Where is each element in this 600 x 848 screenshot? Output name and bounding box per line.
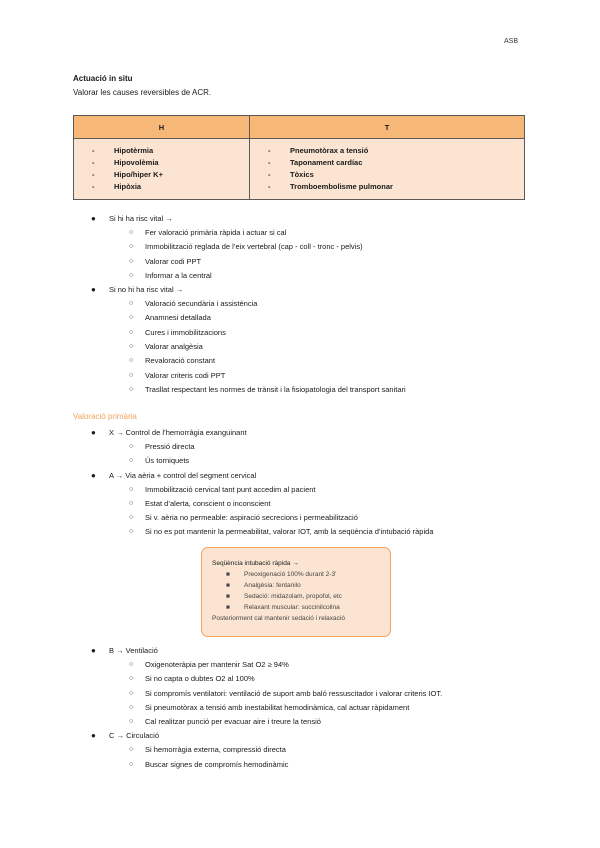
circle-bullet-icon: ○	[129, 271, 134, 279]
circle-bullet-icon: ○	[129, 703, 134, 711]
list-item: ■ Analgèsia: fentanilo	[226, 582, 301, 589]
circle-bullet-icon: ○	[129, 689, 134, 697]
list-item: - Hipovolèmia	[92, 157, 243, 169]
list-item: ● Si no hi ha risc vital →	[73, 283, 543, 297]
list-item: - Hipo/hiper K+	[92, 169, 243, 181]
list-item: ○ Si hemorràgia externa, compressió directa	[73, 743, 543, 757]
circle-bullet-icon: ○	[129, 314, 134, 322]
circle-bullet-icon: ○	[129, 357, 134, 365]
list-item: ○ Ús torniquets	[73, 454, 543, 468]
circle-bullet-icon: ○	[129, 499, 134, 507]
list-item: ○ Valoració secundària i assistència	[73, 297, 543, 311]
primary-section-top	[73, 426, 543, 540]
circle-bullet-icon: ○	[129, 661, 134, 668]
square-bullet-icon: ■	[226, 582, 230, 589]
table-header-t: T	[250, 116, 525, 139]
list-item: ● X → Control de l’hemorràgia exanguinant	[73, 426, 543, 440]
section-heading: Valoració primària	[73, 412, 137, 421]
list-item: ○ Anamnesi detallada	[73, 311, 543, 325]
list-item: - Tromboembolisme pulmonar	[268, 181, 518, 193]
list-item: ○ Immobilització cervical tant punt accedim al pacient	[73, 483, 543, 497]
list-item: ○ Immobilització reglada de l’eix vertebral (cap - coll - tronc - pelvis)	[73, 240, 543, 254]
circle-bullet-icon: ○	[129, 385, 134, 393]
rapid-intubation-callout	[201, 547, 391, 637]
list-item: ● C → Circulació	[73, 729, 543, 743]
list-item: ○ Cal realitzar punció per evacuar aire i treure la tensió	[73, 715, 543, 729]
list-item: ○ Oxigenoteràpia per mantenir Sat O2 ≥ 94%	[73, 658, 543, 672]
circle-bullet-icon: ○	[129, 243, 134, 251]
table-cell-t	[250, 139, 525, 200]
list-item: ○ Si v. aèria no permeable: aspiració secrecions i permeabilització	[73, 511, 543, 525]
bullet-icon: ●	[91, 428, 96, 437]
circle-bullet-icon: ○	[129, 675, 134, 683]
list-item: ○ Pressió directa	[73, 440, 543, 454]
bullet-icon: ●	[91, 285, 96, 295]
circle-bullet-icon: ○	[129, 485, 134, 493]
square-bullet-icon: ■	[226, 571, 230, 578]
list-item: - Pneumotòrax a tensió	[268, 145, 518, 157]
doc-code: ASB	[503, 38, 518, 45]
bullet-icon: ●	[91, 731, 96, 741]
square-bullet-icon: ■	[226, 604, 230, 611]
list-item: ○ Valorar analgèsia	[73, 340, 543, 354]
list-item: ● B → Ventilació	[73, 644, 543, 658]
list-item: ■ Preoxigenació 100% durant 2-3’	[226, 571, 337, 578]
list-item: - Hipòxia	[92, 181, 243, 193]
list-item: ● Si hi ha risc vital →	[73, 212, 543, 226]
list-item: ○ Si no capta o dubtes O2 al 100%	[73, 672, 543, 686]
primary-section-bottom	[73, 644, 543, 772]
list-item: - Tòxics	[268, 169, 518, 181]
list-item: ○ Informar a la central	[73, 269, 543, 283]
table-cell-h	[74, 139, 250, 200]
list-item: ○ Fer valoració primària ràpida i actuar si cal	[73, 226, 543, 240]
list-item: ○ Valorar codi PPT	[73, 255, 543, 269]
square-bullet-icon: ■	[226, 593, 230, 600]
circle-bullet-icon: ○	[129, 300, 134, 308]
callout-title: Seqüència intubació ràpida →	[212, 560, 299, 567]
table-header-h: H	[74, 116, 250, 139]
reversible-causes-table	[73, 115, 525, 200]
list-item: - Taponament cardíac	[268, 157, 518, 169]
bullet-icon: ●	[91, 214, 96, 223]
circle-bullet-icon: ○	[129, 328, 134, 336]
list-item: ● A → Via aèria + control del segment cervical	[73, 469, 543, 483]
circle-bullet-icon: ○	[129, 229, 134, 236]
circle-bullet-icon: ○	[129, 746, 134, 754]
bullet-icon: ●	[91, 646, 96, 655]
list-item: - Hipotèrmia	[92, 145, 243, 157]
list-item: ○ Si no es pot mantenir la permeabilitat, valorar IOT, amb la seqüència d’intubació ràpida	[73, 525, 543, 539]
circle-bullet-icon: ○	[129, 257, 134, 265]
page-subtitle: Valorar les causes reversibles de ACR.	[73, 88, 212, 97]
list-item: ○ Revaloració constant	[73, 354, 543, 368]
list-item: ○ Si compromís ventilatori: ventilació de suport amb baló ressuscitador i valorar criteris IOT.	[73, 687, 543, 701]
list-item: ○ Valorar criteris codi PPT	[73, 369, 543, 383]
list-item: ○ Trasllat respectant les normes de trànsit i la fisiopatologia del transport sanitari	[73, 383, 543, 397]
circle-bullet-icon: ○	[129, 528, 134, 536]
list-item: ○ Cures i immobilitzacions	[73, 326, 543, 340]
list-item: ■ Relaxant muscular: succinilcolina	[226, 604, 340, 611]
list-item: ■ Sedació: midazolam, propofol, etc	[226, 593, 342, 600]
circle-bullet-icon: ○	[129, 343, 134, 351]
list-item: ○ Buscar signes de compromís hemodinàmic	[73, 758, 543, 772]
circle-bullet-icon: ○	[129, 718, 134, 726]
list-item: ○ Estat d’alerta, conscient o inconscient	[73, 497, 543, 511]
circle-bullet-icon: ○	[129, 457, 134, 465]
circle-bullet-icon: ○	[129, 760, 134, 768]
circle-bullet-icon: ○	[129, 443, 134, 450]
list-item: ○ Si pneumotòrax a tensió amb inestabilitat hemodinàmica, cal actuar ràpidament	[73, 701, 543, 715]
page-title: Actuació in situ	[73, 74, 133, 83]
callout-footer: Posteriorment cal mantenir sedació i relaxació	[212, 615, 345, 622]
risk-section	[73, 212, 543, 397]
bullet-icon: ●	[91, 470, 96, 480]
circle-bullet-icon: ○	[129, 371, 134, 379]
circle-bullet-icon: ○	[129, 514, 134, 522]
